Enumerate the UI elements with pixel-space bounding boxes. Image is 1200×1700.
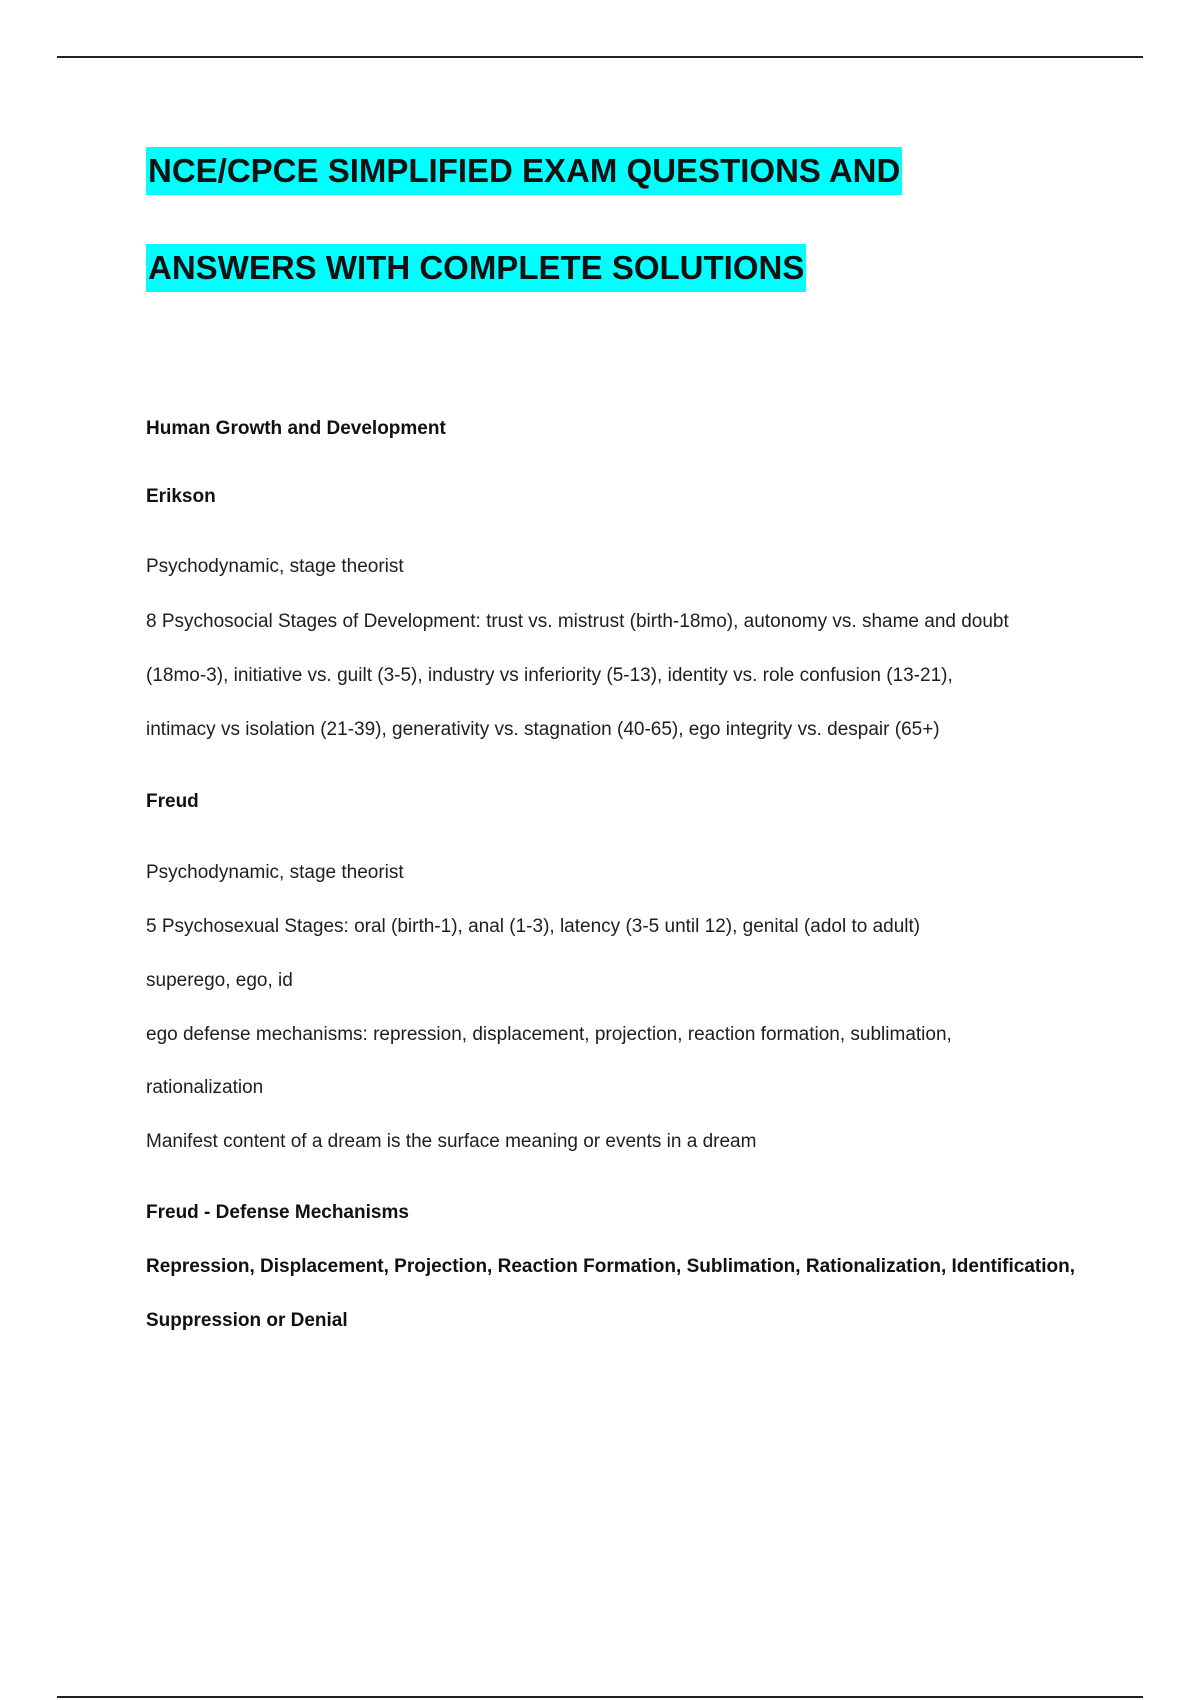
defense-heading: Freud - Defense Mechanisms bbox=[146, 1202, 409, 1223]
erikson-line-1: Psychodynamic, stage theorist bbox=[146, 556, 404, 577]
defense-line-2: Suppression or Denial bbox=[146, 1310, 348, 1331]
section-heading: Human Growth and Development bbox=[146, 418, 446, 439]
freud-line-6: Manifest content of a dream is the surface meaning or events in a dream bbox=[146, 1131, 757, 1152]
top-rule bbox=[57, 56, 1143, 58]
title-line-1: NCE/CPCE SIMPLIFIED EXAM QUESTIONS AND bbox=[146, 147, 902, 195]
erikson-line-2: 8 Psychosocial Stages of Development: trust vs. mistrust (birth-18mo), autonomy vs. shame and doubt bbox=[146, 611, 1009, 632]
defense-line-1: Repression, Displacement, Projection, Reaction Formation, Sublimation, Rationalization, Identification, bbox=[146, 1256, 1076, 1277]
freud-line-4: ego defense mechanisms: repression, displacement, projection, reaction formation, sublimation, bbox=[146, 1024, 952, 1045]
erikson-line-4: intimacy vs isolation (21-39), generativity vs. stagnation (40-65), ego integrity vs. despair (65+) bbox=[146, 719, 940, 740]
freud-line-3: superego, ego, id bbox=[146, 970, 293, 991]
erikson-line-3: (18mo-3), initiative vs. guilt (3-5), industry vs inferiority (5-13), identity vs. role confusion (13-21), bbox=[146, 665, 953, 686]
freud-line-2: 5 Psychosexual Stages: oral (birth-1), anal (1-3), latency (3-5 until 12), genital (adol to adult) bbox=[146, 916, 921, 937]
freud-heading: Freud bbox=[146, 791, 199, 812]
freud-line-5: rationalization bbox=[146, 1077, 264, 1098]
erikson-heading: Erikson bbox=[146, 486, 216, 507]
freud-line-1: Psychodynamic, stage theorist bbox=[146, 862, 404, 883]
bottom-rule bbox=[57, 1696, 1143, 1698]
title-line-2: ANSWERS WITH COMPLETE SOLUTIONS bbox=[146, 244, 806, 292]
